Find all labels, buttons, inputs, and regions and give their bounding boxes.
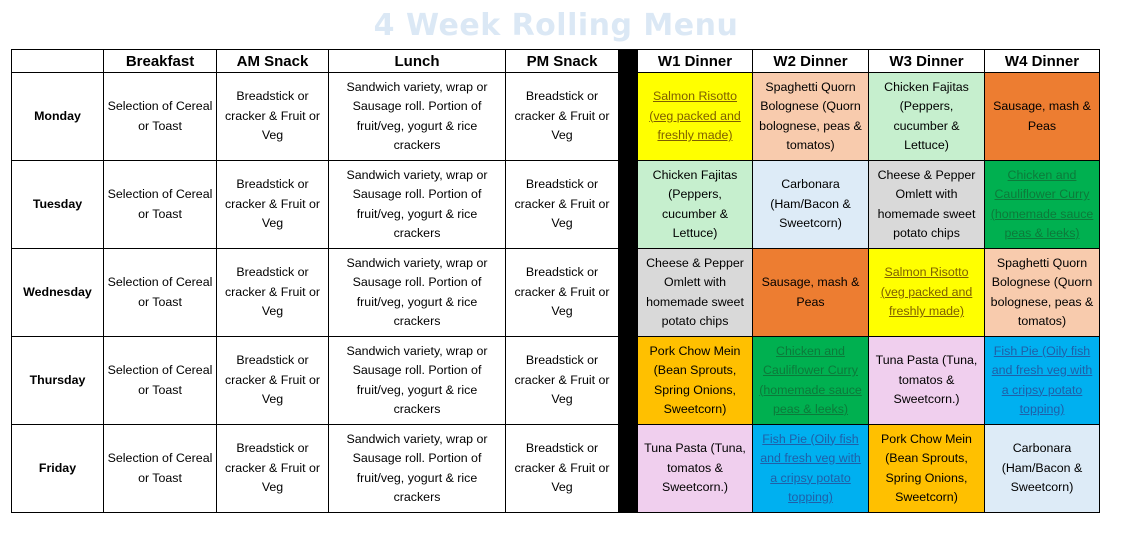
w1-dinner-cell: Tuna Pasta (Tuna, tomatos & Sweetcorn.) <box>638 425 753 513</box>
breakfast-cell: Selection of Cereal or Toast <box>104 73 217 161</box>
w4-dinner-cell: Sausage, mash & Peas <box>985 73 1100 161</box>
w2-dinner-cell: Sausage, mash & Peas <box>753 249 869 337</box>
table-row <box>12 249 1100 337</box>
divider-cell <box>619 425 638 513</box>
w4-dinner-cell[interactable]: Chicken and Cauliflower Curry (homemade sauce peas & leeks) <box>985 161 1100 249</box>
header-am-snack: AM Snack <box>217 50 329 73</box>
divider-cell <box>619 73 638 161</box>
day-label: Monday <box>12 73 104 161</box>
pm-snack-cell: Breadstick or cracker & Fruit or Veg <box>506 161 619 249</box>
divider-cell <box>619 249 638 337</box>
w2-dinner-cell[interactable]: Chicken and Cauliflower Curry (homemade sauce peas & leeks) <box>753 337 869 425</box>
w2-dinner-cell: Carbonara (Ham/Bacon & Sweetcorn) <box>753 161 869 249</box>
pm-snack-cell: Breadstick or cracker & Fruit or Veg <box>506 73 619 161</box>
day-label: Wednesday <box>12 249 104 337</box>
header-w4-dinner: W4 Dinner <box>985 50 1100 73</box>
breakfast-cell: Selection of Cereal or Toast <box>104 249 217 337</box>
day-label: Thursday <box>12 337 104 425</box>
pm-snack-cell: Breadstick or cracker & Fruit or Veg <box>506 337 619 425</box>
table-row <box>12 161 1100 249</box>
table-row <box>12 425 1100 513</box>
am-snack-cell: Breadstick or cracker & Fruit or Veg <box>217 161 329 249</box>
am-snack-cell: Breadstick or cracker & Fruit or Veg <box>217 249 329 337</box>
header-corner <box>12 50 104 73</box>
pm-snack-cell: Breadstick or cracker & Fruit or Veg <box>506 425 619 513</box>
w1-dinner-cell: Cheese & Pepper Omlett with homemade sweet potato chips <box>638 249 753 337</box>
w1-dinner-cell: Chicken Fajitas (Peppers, cucumber & Lettuce) <box>638 161 753 249</box>
header-pm-snack: PM Snack <box>506 50 619 73</box>
am-snack-cell: Breadstick or cracker & Fruit or Veg <box>217 337 329 425</box>
divider-cell <box>619 337 638 425</box>
am-snack-cell: Breadstick or cracker & Fruit or Veg <box>217 73 329 161</box>
w4-dinner-cell: Spaghetti Quorn Bolognese (Quorn bolognese, peas & tomatos) <box>985 249 1100 337</box>
w2-dinner-cell: Spaghetti Quorn Bolognese (Quorn bolognese, peas & tomatos) <box>753 73 869 161</box>
w3-dinner-cell[interactable]: Salmon Risotto (veg packed and freshly made) <box>869 249 985 337</box>
divider-cell <box>619 161 638 249</box>
day-label: Friday <box>12 425 104 513</box>
w1-dinner-cell: Pork Chow Mein (Bean Sprouts, Spring Onions, Sweetcorn) <box>638 337 753 425</box>
header-w1-dinner: W1 Dinner <box>638 50 753 73</box>
menu-table <box>11 49 1100 513</box>
table-row <box>12 73 1100 161</box>
header-lunch: Lunch <box>329 50 506 73</box>
lunch-cell: Sandwich variety, wrap or Sausage roll. Portion of fruit/veg, yogurt & rice crackers <box>329 249 506 337</box>
lunch-cell: Sandwich variety, wrap or Sausage roll. Portion of fruit/veg, yogurt & rice crackers <box>329 337 506 425</box>
header-row <box>12 50 1100 73</box>
header-breakfast: Breakfast <box>104 50 217 73</box>
lunch-cell: Sandwich variety, wrap or Sausage roll. Portion of fruit/veg, yogurt & rice crackers <box>329 73 506 161</box>
lunch-cell: Sandwich variety, wrap or Sausage roll. Portion of fruit/veg, yogurt & rice crackers <box>329 161 506 249</box>
header-w3-dinner: W3 Dinner <box>869 50 985 73</box>
divider-column <box>619 50 638 73</box>
am-snack-cell: Breadstick or cracker & Fruit or Veg <box>217 425 329 513</box>
header-w2-dinner: W2 Dinner <box>753 50 869 73</box>
page-title: 4 Week Rolling Menu <box>373 8 739 43</box>
w4-dinner-cell[interactable]: Fish Pie (Oily fish and fresh veg with a cripsy potato topping) <box>985 337 1100 425</box>
w3-dinner-cell: Pork Chow Mein (Bean Sprouts, Spring Onions, Sweetcorn) <box>869 425 985 513</box>
w4-dinner-cell: Carbonara (Ham/Bacon & Sweetcorn) <box>985 425 1100 513</box>
w3-dinner-cell: Chicken Fajitas (Peppers, cucumber & Lettuce) <box>869 73 985 161</box>
w3-dinner-cell: Cheese & Pepper Omlett with homemade sweet potato chips <box>869 161 985 249</box>
table-row <box>12 337 1100 425</box>
pm-snack-cell: Breadstick or cracker & Fruit or Veg <box>506 249 619 337</box>
w1-dinner-cell[interactable]: Salmon Risotto (veg packed and freshly made) <box>638 73 753 161</box>
w2-dinner-cell[interactable]: Fish Pie (Oily fish and fresh veg with a cripsy potato topping) <box>753 425 869 513</box>
breakfast-cell: Selection of Cereal or Toast <box>104 425 217 513</box>
breakfast-cell: Selection of Cereal or Toast <box>104 337 217 425</box>
w3-dinner-cell: Tuna Pasta (Tuna, tomatos & Sweetcorn.) <box>869 337 985 425</box>
lunch-cell: Sandwich variety, wrap or Sausage roll. Portion of fruit/veg, yogurt & rice crackers <box>329 425 506 513</box>
breakfast-cell: Selection of Cereal or Toast <box>104 161 217 249</box>
day-label: Tuesday <box>12 161 104 249</box>
